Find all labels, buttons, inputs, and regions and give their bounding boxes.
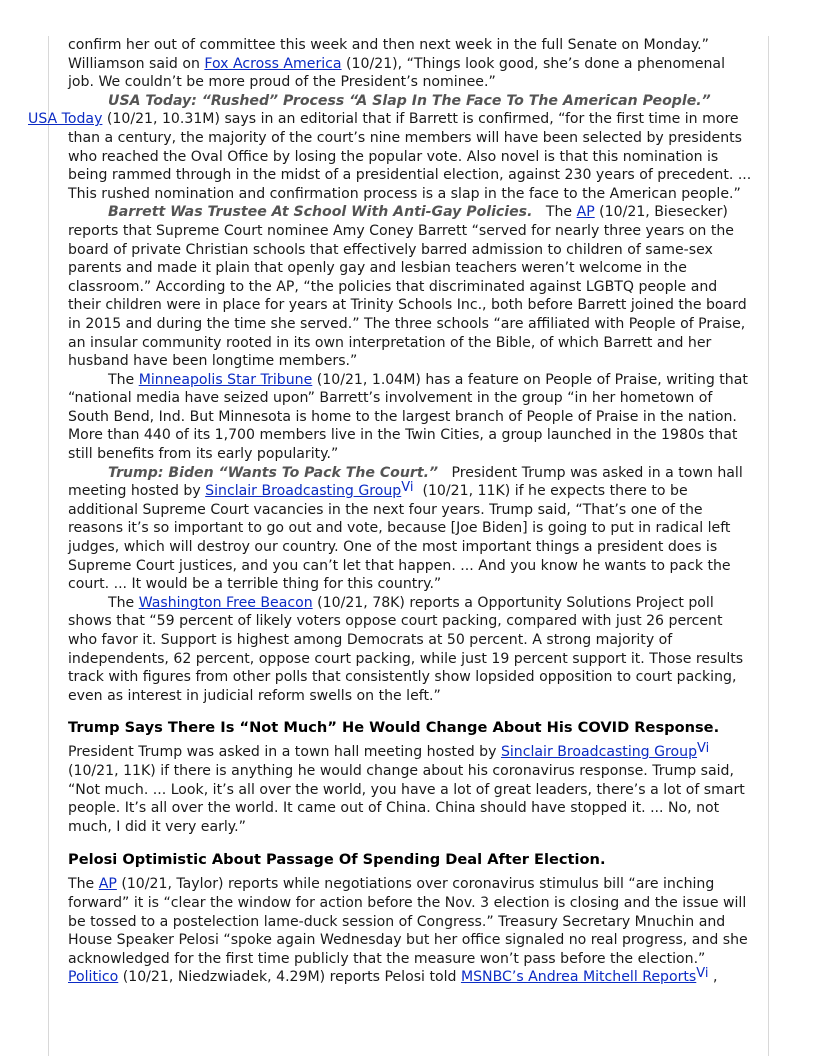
headline-pelosi-spending-deal: Pelosi Optimistic About Passage Of Spending Deal After Election. xyxy=(68,851,606,869)
link-msnbc-andrea-mitchell[interactable]: MSNBC’s Andrea Mitchell Reports xyxy=(460,969,697,986)
link-usa-today[interactable]: USA Today xyxy=(28,111,103,128)
left-margin-rule xyxy=(48,36,49,1056)
paragraph-pack-the-court: Trump: Biden “Wants To Pack The Court.” President Trump was asked in a town hall meeting hosted by Sinclair Broadcasting Group$^{Vi}$ (10/21, 11K) if he expects there to be additional Supreme Court vacancies in the next four years. Trump said, “That’s one of the reasons it’s so important to go out and vote, because [Joe Biden] is going to put in radical left judges, which will destroy our country. One of the most important things a president does is Supreme Court justices, and you can’t let that happen. ... And you know he wants to pack the court. ... It would be a terrible thing for this country.” xyxy=(68,464,748,593)
paragraph-covid-response: President Trump was asked in a town hall meeting hosted by Sinclair Broadcasting Group$^{Vi}$ (10/21, 11K) if there is anything he would change about his coronavirus response. Trump said, “Not much. ... Look, it’s all over the world, you have a lot of great leaders, there’s a lot of smart people. It’s all over the world. It came out of China. China should have stopped it. ... No, not much, I did it very early.” xyxy=(68,741,745,835)
link-sinclair-broadcasting-group-2[interactable]: Sinclair Broadcasting Group xyxy=(500,744,698,761)
link-ap[interactable]: AP xyxy=(576,204,595,221)
paragraph-barrett-trustee: Barrett Was Trustee At School With Anti-Gay Policies. The AP (10/21, Biesecker) reports that Supreme Court nominee Amy Coney Barrett “served for nearly three years on the board of private Christian schools that effectively barred admission to children of same-sex parents and made it plain that openly gay and lesbian teachers weren’t welcome in the classroom.” According to the AP, “the policies that discriminated against LGBTQ people and their children were in place for years at Trinity Schools Inc., both before Barrett joined the board in 2015 and during the time she served.” The three schools “are affiliated with People of Praise, an insular community rooted in its own interpretation of the Bible, of which Barrett and her husband have been longtime members.” xyxy=(68,204,747,370)
paragraph-star-tribune: The Minneapolis Star Tribune (10/21, 1.04M) has a feature on People of Praise, writing that “national media have seized upon” Barrett’s involvement in the group “in her hometown of South Bend, Ind. But Minnesota is home to the largest branch of People of Praise in the nation. More than 440 of its 1,700 members live in the Twin Cities, a group launched in the 1980s that still benefits from its early popularity.” xyxy=(68,371,748,463)
link-fox-across-america[interactable]: Fox Across America xyxy=(204,55,342,72)
video-indicator[interactable]: Vi xyxy=(697,741,710,757)
subheading-barrett-trustee: Barrett Was Trustee At School With Anti-Gay Policies. xyxy=(108,204,533,221)
paragraph-williamson: confirm her out of committee this week and then next week in the full Senate on Monday.” Williamson said on Fox Across America (10/21), “Things look good, she’s done a phenomenal job. We couldn’t be more proud of the President’s nominee.” xyxy=(68,37,725,91)
link-minneapolis-star-tribune[interactable]: Minneapolis Star Tribune xyxy=(138,371,313,388)
paragraph-pelosi-spending-deal: The AP (10/21, Taylor) reports while negotiations over coronavirus stimulus bill “are inching forward” it is “clear the window for action before the Nov. 3 election is closing and the issue will be tossed to a postelection lame-duck session of Congress.” Treasury Secretary Mnuchin and House Speaker Pelosi “spoke again Wednesday but her office signaled no real progress, and she acknowledged for the first time publicly that the measure won’t pass before the election.” Politico (10/21, Niedzwiadek, 4.29M) reports Pelosi told MSNBC’s Andrea Mitchell Reports$^{Vi}$ , xyxy=(68,876,748,986)
subheading-pack-the-court: Trump: Biden “Wants To Pack The Court.” xyxy=(108,464,439,481)
subheading-usa-today: USA Today: “Rushed” Process “A Slap In The Face To The American People.” xyxy=(108,92,711,109)
video-indicator[interactable]: Vi xyxy=(401,480,414,496)
right-margin-rule xyxy=(768,36,769,1056)
link-politico[interactable]: Politico xyxy=(68,969,119,986)
video-indicator[interactable]: Vi xyxy=(696,966,709,982)
link-ap-2[interactable]: AP xyxy=(98,876,117,893)
link-sinclair-broadcasting-group[interactable]: Sinclair Broadcasting Group xyxy=(205,483,402,500)
document-page xyxy=(28,36,752,987)
link-washington-free-beacon[interactable]: Washington Free Beacon xyxy=(138,594,313,611)
paragraph-free-beacon: The Washington Free Beacon (10/21, 78K) reports a Opportunity Solutions Project poll shows that “59 percent of likely voters oppose court packing, compared with just 26 percent who favor it. Support is highest among Democrats at 50 percent. A strong majority of independents, 62 percent, oppose court packing, while just 19 percent support it. Those results track with figures from other polls that consistently show lopsided opposition to court packing, even as interest in judicial reform swells on the left.” xyxy=(68,594,744,704)
headline-covid-response: Trump Says There Is “Not Much” He Would Change About His COVID Response. xyxy=(68,719,720,737)
paragraph-usa-today: USA Today: “Rushed” Process “A Slap In The Face To The American People.” USA Today (10/21, 10.31M) says in an editorial that if Barrett is confirmed, “for the first time in more than a century, the majority of the court’s nine members will have been selected by presidents who reached the Oval Office by losing the popular vote. Also novel is that this nomination is being rammed through in the midst of a presidential election, against 230 years of precedent. ... This rushed nomination and confirmation process is a slap in the face to the American people.” xyxy=(28,92,752,202)
